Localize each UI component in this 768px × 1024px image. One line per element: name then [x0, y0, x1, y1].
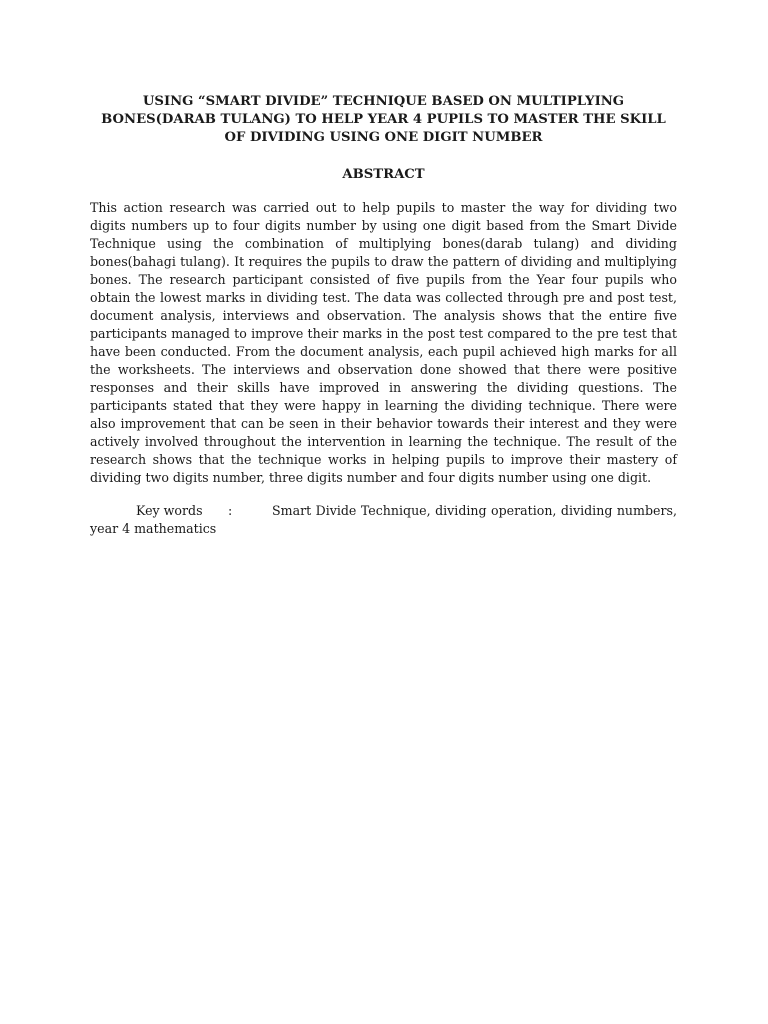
abstract-heading: ABSTRACT [342, 167, 425, 182]
keywords-separator: : [228, 503, 233, 518]
abstract-body: This action research was carried out to help pupils to master the way for dividing two digits numbers up to four digits number by using one digit based from the Smart Divide Technique using the combination of multiplying bones(darab tulang) and dividing bones(bahagi tulang). It requires the pupils to draw the pattern of dividing and multiplying bones. The research participant consisted of five pupils from the Year four pupils who obtain the lowest marks in dividing test. The data was collected through pre and post test, document analysis, interviews and observation. The analysis shows that the entire five participants managed to improve their marks in the post test compared to the pre test that have been conducted. From the document analysis, each pupil achieved high marks for all the worksheets. The interviews and observation done showed that there were positive responses and their skills have improved in answering the dividing questions. The participants stated that they were happy in learning the dividing technique. There were also improvement that can be seen in their behavior towards their interest and they were actively involved throughout the intervention in learning the technique. The result of the research shows that the technique works in helping pupils to improve their mastery of dividing two digits number, three digits number and four digits number using one digit. [90, 200, 677, 485]
keywords-label: Key words [136, 503, 203, 518]
keywords-terms-continuation: year 4 mathematics [90, 521, 217, 536]
keywords-terms: Smart Divide Technique, dividing operation, dividing numbers, [272, 503, 677, 518]
keywords-section [90, 502, 677, 538]
paper-page [90, 93, 677, 538]
paper-title: USING “SMART DIVIDE” TECHNIQUE BASED ON MULTIPLYING BONES(DARAB TULANG) TO HELP YEAR 4 PUPILS TO MASTER THE SKILL OF DIVIDING USING ONE DIGIT NUMBER [101, 94, 666, 145]
keywords-row [90, 502, 677, 520]
